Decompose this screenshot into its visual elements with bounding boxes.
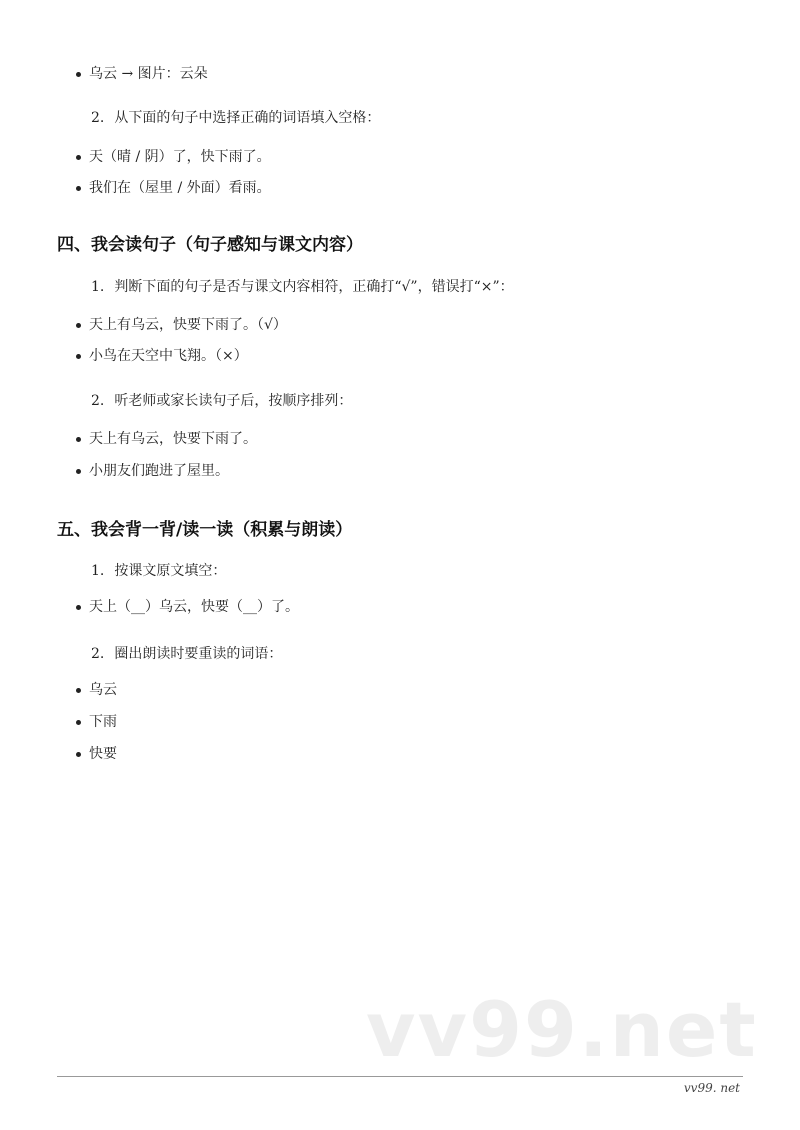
list-item-text: 下雨 [89, 714, 117, 730]
list-item [76, 178, 271, 198]
list-item [76, 744, 117, 764]
list-item-text: 乌云 [89, 682, 117, 698]
list-item-text: 天上（__）乌云，快要（__）了。 [89, 599, 299, 615]
list-item-text: 小朋友们跑进了屋里。 [89, 463, 229, 479]
bullet-dot [76, 688, 81, 693]
bullet-dot [76, 186, 81, 191]
list-item-text: 快要 [89, 746, 117, 762]
list-item [76, 680, 117, 700]
question-number: 2. [91, 646, 105, 662]
question-text: 按课文原文填空： [114, 563, 227, 579]
list-item [76, 147, 271, 167]
question-text: 从下面的句子中选择正确的词语填入空格： [114, 110, 381, 126]
footer-site-label: vv99. net [683, 1081, 740, 1095]
list-item-text: 我们在（屋里 / 外面）看雨。 [89, 180, 271, 196]
bullet-dot [76, 469, 81, 474]
list-item [76, 461, 229, 481]
question-number: 1. [91, 563, 105, 579]
section-heading: 四、我会读句子（句子感知与课文内容） [57, 235, 363, 255]
question-item [91, 561, 226, 581]
section-heading: 五、我会背一背/读一读（积累与朗读） [57, 520, 353, 540]
bullet-dot [76, 720, 81, 725]
question-text: 判断下面的句子是否与课文内容相符，正确打“√”，错误打“×”： [114, 279, 514, 295]
bullet-dot [76, 323, 81, 328]
list-item [76, 346, 248, 366]
list-item-text: 小鸟在天空中飞翔。（×） [89, 348, 248, 364]
bullet-dot [76, 437, 81, 442]
list-item-text: 天上有乌云，快要下雨了。（√） [89, 317, 287, 333]
list-item [76, 64, 208, 84]
list-item-text: 天上有乌云，快要下雨了。 [89, 431, 257, 447]
question-item [91, 277, 514, 297]
list-item-text: 乌云 → 图片：云朵 [89, 66, 208, 82]
bullet-dot [76, 72, 81, 77]
question-text: 听老师或家长读句子后，按顺序排列： [114, 393, 353, 409]
question-number: 2. [91, 393, 105, 409]
question-item [91, 108, 380, 128]
question-item [91, 644, 282, 664]
watermark: vv99.net [366, 985, 758, 1074]
list-item [76, 712, 117, 732]
bullet-dot [76, 605, 81, 610]
bullet-dot [76, 155, 81, 160]
bullet-dot [76, 752, 81, 757]
footer-divider [57, 1076, 743, 1077]
question-number: 2. [91, 110, 105, 126]
list-item [76, 429, 257, 449]
list-item [76, 597, 299, 617]
list-item-text: 天（晴 / 阴）了，快下雨了。 [89, 149, 271, 165]
bullet-dot [76, 354, 81, 359]
question-item [91, 391, 352, 411]
question-text: 圈出朗读时要重读的词语： [114, 646, 283, 662]
question-number: 1. [91, 279, 105, 295]
list-item [76, 315, 287, 335]
